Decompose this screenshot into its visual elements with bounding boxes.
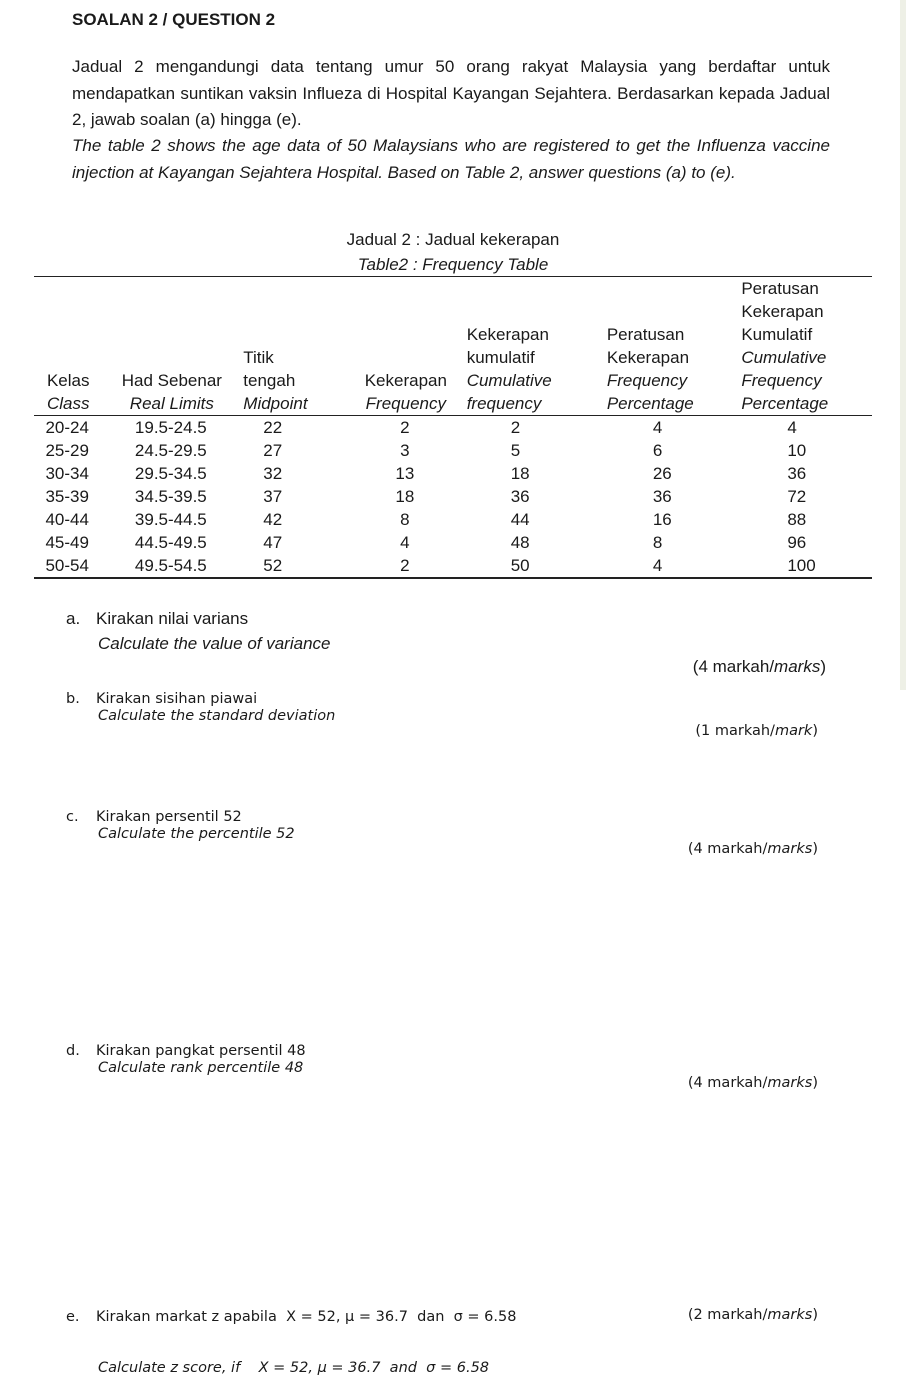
table-cell: 26 xyxy=(652,464,672,483)
table-cell: 72 xyxy=(787,487,807,506)
table-cell: 2 xyxy=(400,556,410,575)
table-cell: 35-39 xyxy=(45,487,89,506)
table-cell: 10 xyxy=(787,441,807,460)
table-cell: 49.5-54.5 xyxy=(134,556,207,575)
marks-c: (4 markah/marks) xyxy=(687,841,818,857)
marks-b: (1 markah/mark) xyxy=(695,723,818,739)
table-cell: 24.5-29.5 xyxy=(134,441,207,460)
table-cell: 8 xyxy=(400,510,410,529)
table-row xyxy=(34,462,872,485)
question-a-english: Calculate the value of variance xyxy=(98,634,331,653)
table-row xyxy=(34,416,872,440)
table-cell: 13 xyxy=(395,464,415,483)
table-cell: 16 xyxy=(652,510,672,529)
question-e-malay: Kirakan markat z apabila X = 52, μ = 36.7 dan σ = 6.58 xyxy=(96,1309,517,1325)
table-cell: 2 xyxy=(510,418,521,437)
table-cell: 4 xyxy=(787,418,797,437)
intro-malay: Jadual 2 mengandungi data tentang umur 50 orang rakyat Malaysia yang berdaftar untuk mendapatkan suntikan vaksin Influeza di Hospital Kayangan Sejahtera. Berdasarkan kepada Jadual 2, jawab soalan (a) hingga (e). xyxy=(72,57,830,129)
table-body xyxy=(34,416,872,579)
table-cell: 39.5-44.5 xyxy=(134,510,207,529)
table-caption-english: Table2 : Frequency Table xyxy=(357,255,549,274)
table-cell: 25-29 xyxy=(45,441,89,460)
table-cell: 37 xyxy=(263,487,283,506)
table-cell: 44.5-49.5 xyxy=(134,533,207,552)
marks-a: (4 markah/marks) xyxy=(692,657,826,676)
table-row xyxy=(34,554,872,578)
table-cell: 18 xyxy=(510,464,530,483)
question-e: e. Kirakan markat z apabila X = 52, μ = 36.7 dan σ = 6.58 Calculate z score, if X = 52, μ = 36.7 and σ = 6.58 xyxy=(66,1309,517,1376)
question-a-malay: Kirakan nilai varians xyxy=(96,609,249,628)
table-cell: 22 xyxy=(263,418,283,437)
question-heading: SOALAN 2 / QUESTION 2 xyxy=(72,10,276,29)
header-cumulative-frequency: Kekerapan kumulatif Cumulative frequency xyxy=(466,325,552,413)
table-cell: 52 xyxy=(263,556,283,575)
table-cell: 88 xyxy=(787,510,807,529)
table-row xyxy=(34,508,872,531)
frequency-table xyxy=(34,276,872,579)
table-cell: 2 xyxy=(400,418,410,437)
table-cell: 42 xyxy=(263,510,283,529)
table-cell: 19.5-24.5 xyxy=(134,418,207,437)
table-cell: 30-34 xyxy=(45,464,89,483)
table-cell: 40-44 xyxy=(45,510,89,529)
table-cell: 96 xyxy=(787,533,807,552)
question-c: c. Kirakan persentil 52 Calculate the percentile 52 xyxy=(66,809,295,842)
table-cell: 36 xyxy=(652,487,672,506)
question-d-english: Calculate rank percentile 48 xyxy=(98,1060,304,1076)
question-d-malay: Kirakan pangkat persentil 48 xyxy=(96,1043,306,1059)
question-e-english: Calculate z score, if X = 52, μ = 36.7 and σ = 6.58 xyxy=(98,1360,490,1376)
header-cumulative-frequency-percentage: Peratusan Kekerapan Kumulatif Cumulative Frequency Percentage xyxy=(741,279,829,413)
question-b-english: Calculate the standard deviation xyxy=(98,708,336,724)
table-cell: 50 xyxy=(510,556,530,575)
question-b: b. Kirakan sisihan piawai Calculate the standard deviation xyxy=(66,691,336,724)
table-cell: 8 xyxy=(652,533,663,552)
table-cell: 29.5-34.5 xyxy=(134,464,207,483)
header-real-limits: Had Sebenar Real Limits xyxy=(121,371,222,413)
table-cell: 4 xyxy=(652,418,663,437)
header-class: Kelas Class xyxy=(46,371,90,413)
table-row xyxy=(34,485,872,508)
table-cell: 20-24 xyxy=(45,418,89,437)
page-edge-shadow xyxy=(900,0,906,690)
table-row xyxy=(34,439,872,462)
header-midpoint: Titik tengah Midpoint xyxy=(243,348,308,413)
header-frequency-percentage: Peratusan Kekerapan Frequency Percentage xyxy=(606,325,694,413)
table-header-row xyxy=(34,277,872,416)
question-c-malay: Kirakan persentil 52 xyxy=(96,809,242,825)
table-caption-malay: Jadual 2 : Jadual kekerapan xyxy=(346,230,560,249)
question-a: a. Kirakan nilai varians Calculate the value of variance xyxy=(66,606,330,656)
table-cell: 18 xyxy=(395,487,415,506)
table-cell: 47 xyxy=(263,533,283,552)
table-cell: 36 xyxy=(787,464,807,483)
table-cell: 100 xyxy=(787,556,816,575)
table-cell: 3 xyxy=(400,441,410,460)
table-row xyxy=(34,531,872,554)
marks-d: (4 markah/marks) xyxy=(687,1075,818,1091)
header-frequency: Kekerapan Frequency xyxy=(364,371,447,413)
table-cell: 50-54 xyxy=(45,556,89,575)
table-cell: 32 xyxy=(263,464,283,483)
intro-english: The table 2 shows the age data of 50 Malaysians who are registered to get the Influenza vaccine injection at Kayangan Sejahtera Hospital. Based on Table 2, answer questions (a) to (e). xyxy=(72,136,830,182)
question-d: d. Kirakan pangkat persentil 48 Calculate rank percentile 48 xyxy=(66,1043,306,1076)
table-cell: 48 xyxy=(510,533,530,552)
table-cell: 36 xyxy=(510,487,530,506)
table-cell: 27 xyxy=(263,441,283,460)
table-cell: 5 xyxy=(510,441,521,460)
table-cell: 45-49 xyxy=(45,533,89,552)
marks-e: (2 markah/marks) xyxy=(687,1307,818,1323)
table-cell: 6 xyxy=(652,441,663,460)
table-cell: 4 xyxy=(400,533,410,552)
question-b-malay: Kirakan sisihan piawai xyxy=(96,691,258,707)
table-cell: 4 xyxy=(652,556,663,575)
question-c-english: Calculate the percentile 52 xyxy=(98,826,295,842)
table-cell: 44 xyxy=(510,510,530,529)
table-cell: 34.5-39.5 xyxy=(134,487,207,506)
